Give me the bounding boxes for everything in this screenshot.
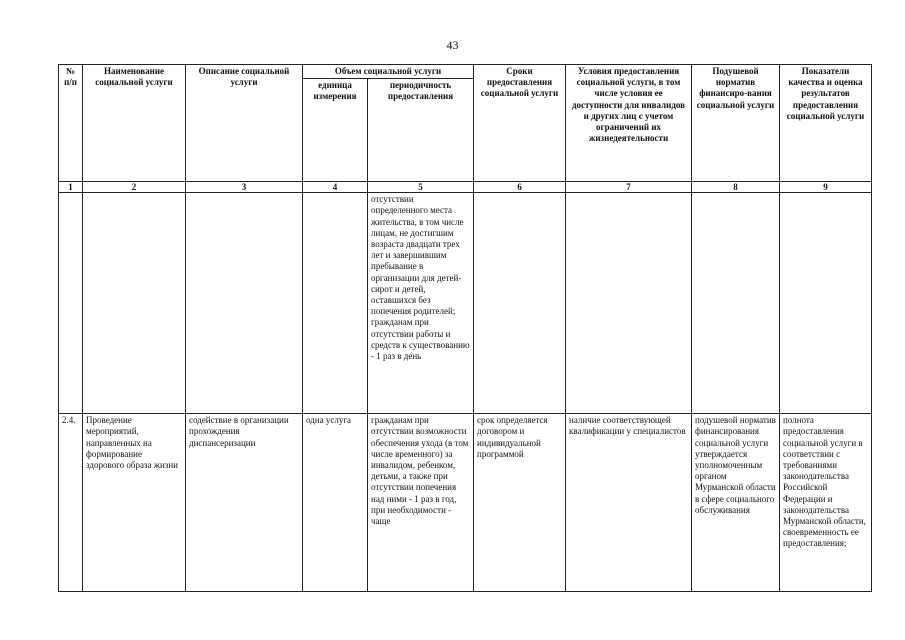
cell-terms: срок определяется договором и индивидуальной программой	[474, 414, 566, 592]
cell-empty	[692, 193, 780, 414]
header-row-1	[59, 65, 872, 79]
header-financing-norm: Подушевой норматив финансиро-вания социальной услуги	[692, 65, 780, 182]
column-number: 8	[692, 182, 780, 193]
header-service-terms: Сроки предоставления социальной услуги	[474, 65, 566, 182]
header-col-number: № п/п	[59, 65, 83, 182]
cell-quality-indicators: полнота предоставления социальной услуги в соответствии с требованиями законодательства Российской Федерации и законодательства Мурманской области, своевременность ее предоставления;	[780, 414, 872, 592]
header-periodicity: периодичность предоставления	[368, 79, 474, 182]
cell-empty	[83, 193, 186, 414]
column-number: 9	[780, 182, 872, 193]
cell-unit: одна услуга	[303, 414, 368, 592]
column-number: 3	[186, 182, 303, 193]
cell-financing-norm: подушевой норматив финансирования социальной услуги утверждается уполномоченным органом Мурманской области в сфере социального обслуживания	[692, 414, 780, 592]
cell-empty	[474, 193, 566, 414]
cell-conditions: наличие соответствующей квалификации у специалистов	[566, 414, 692, 592]
page-number: 43	[446, 38, 459, 52]
column-number: 2	[83, 182, 186, 193]
header-unit: единица измерения	[303, 79, 368, 182]
table-row	[59, 414, 872, 592]
header-service-conditions: Условия предоставления социальной услуги, в том числе условия ее доступности для инвалидов и других лиц с учетом ограничений их жизнедеятельности	[566, 65, 692, 182]
social-services-table	[58, 64, 872, 592]
cell-service-name: Проведение мероприятий, направленных на формирование здорового образа жизни	[83, 414, 186, 592]
cell-empty	[59, 193, 83, 414]
column-number: 7	[566, 182, 692, 193]
cell-empty	[186, 193, 303, 414]
header-service-name: Наименование социальной услуги	[83, 65, 186, 182]
column-number: 5	[368, 182, 474, 193]
column-number: 6	[474, 182, 566, 193]
column-number: 1	[59, 182, 83, 193]
continuation-row	[59, 193, 872, 414]
cell-periodicity-continued: отсутствии определенного места жительства, в том числе лицам, не достигшим возраста двадцати трех лет и завершившим пребывание в организации для детей-сирот и детей, оставшихся без попечения родителей; гражданам при отсутствии работы и средств к существованию - 1 раз в день	[368, 193, 474, 414]
column-number: 4	[303, 182, 368, 193]
cell-empty	[566, 193, 692, 414]
column-number-row	[59, 182, 872, 193]
header-service-volume: Объем социальной услуги	[303, 65, 474, 79]
cell-service-description: содействие в организации прохождения диспансеризации	[186, 414, 303, 592]
header-quality-indicators: Показатели качества и оценка результатов предоставления социальной услуги	[780, 65, 872, 182]
cell-row-number: 2.4.	[59, 414, 83, 592]
cell-empty	[780, 193, 872, 414]
cell-empty	[303, 193, 368, 414]
cell-periodicity: гражданам при отсутствии возможности обеспечения ухода (в том числе временного) за инвалидом, ребенком, детьми, а также при отсутствии попечения над ними - 1 раз в год, при необходимости - чаще	[368, 414, 474, 592]
header-service-description: Описание социальной услуги	[186, 65, 303, 182]
